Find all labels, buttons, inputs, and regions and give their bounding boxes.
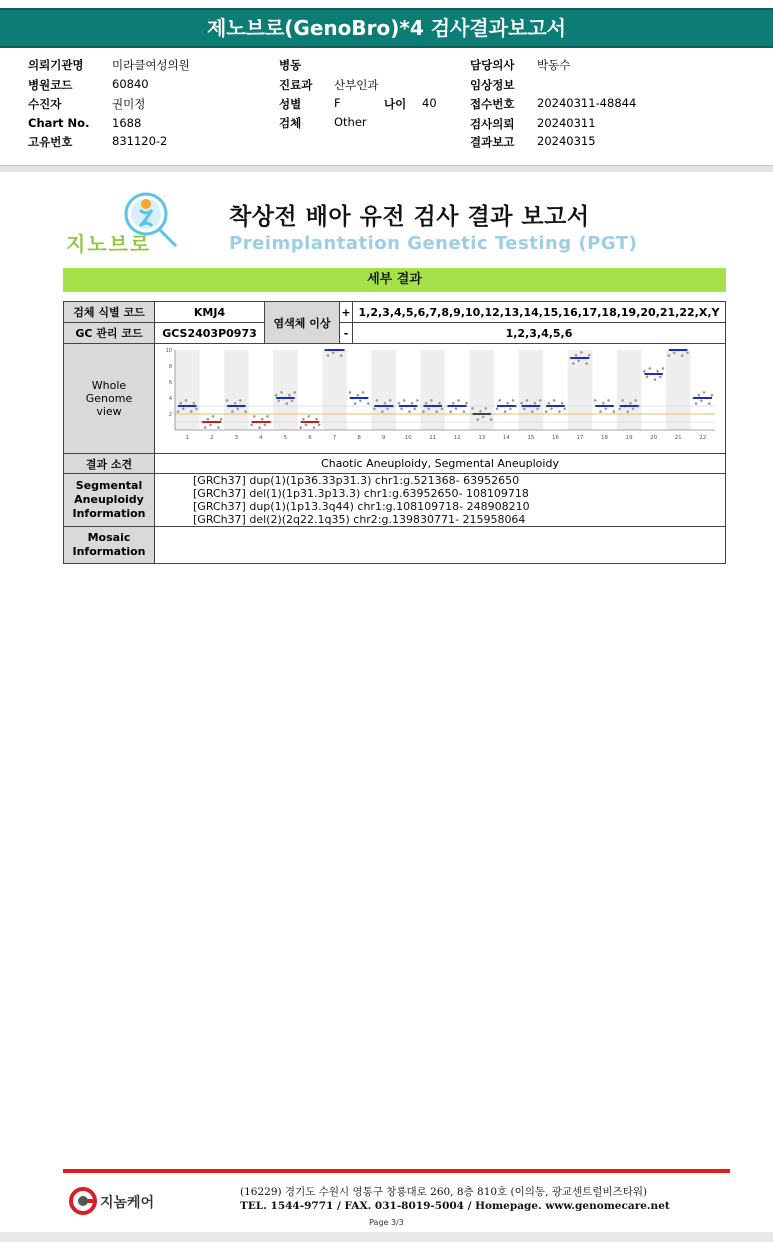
report-header-title: 제노브로(GenoBro)*4 검사결과보고서 [0, 8, 773, 48]
data-point [490, 418, 493, 421]
data-point [708, 402, 711, 405]
data-point [354, 402, 357, 405]
segmental-item: [GRCh37] dup(1)(1p36.33p31.3) chr1:g.521368- 63952650 [193, 474, 520, 487]
chromosome-label: 9 [381, 435, 386, 441]
chromosome-band [666, 350, 691, 430]
company-name: 지놈케어 [100, 1195, 155, 1211]
field-value: 40 [422, 96, 437, 110]
chromosome-band [568, 350, 593, 430]
data-point [327, 354, 330, 357]
field-label: 임상정보 [470, 78, 515, 92]
data-point [261, 418, 264, 421]
data-point [465, 402, 468, 405]
data-point [594, 399, 597, 402]
data-point [643, 370, 646, 373]
data-point [471, 407, 474, 410]
data-point [359, 400, 362, 403]
chromosome-label: 12 [453, 435, 461, 441]
chromosome-label: 17 [576, 435, 584, 441]
data-point [563, 408, 566, 411]
finding-label: 결과 소견 [64, 454, 155, 474]
genomecare-g-icon [68, 1186, 98, 1216]
y-tick-label: 4 [168, 396, 172, 402]
data-point [332, 352, 335, 355]
field-value: 20240315 [537, 134, 596, 148]
data-point [217, 426, 220, 429]
data-point [700, 400, 703, 403]
data-point [280, 391, 283, 394]
chromosome-label: 22 [699, 435, 707, 441]
chromosome-label: 16 [551, 435, 559, 441]
data-point [190, 410, 193, 413]
chromosome-band [470, 350, 495, 430]
data-point [572, 362, 575, 365]
chromosome-label: 2 [210, 435, 214, 441]
data-point [356, 394, 359, 397]
data-point [182, 408, 185, 411]
data-point [463, 410, 466, 413]
data-point [318, 424, 321, 427]
bottom-band [0, 1232, 773, 1242]
wgv-label [64, 344, 155, 454]
results-table [63, 301, 726, 564]
chromosome-band [519, 350, 544, 430]
report-subtitle: Preimplantation Genetic Testing (PGT) [229, 233, 638, 254]
gc-code-value: GCS2403P0973 [155, 323, 265, 344]
data-point [209, 424, 212, 427]
data-point [512, 399, 515, 402]
data-point [602, 402, 605, 405]
data-point [534, 402, 537, 405]
data-point [681, 354, 684, 357]
loss-chromosomes: 1,2,3,4,5,6 [353, 323, 726, 344]
field-value: 미라클여성의원 [112, 58, 190, 72]
field-label: 의뢰기관명 [28, 58, 84, 72]
data-point [307, 415, 310, 418]
data-point [457, 399, 460, 402]
segmental-label-line: Information [72, 507, 146, 520]
segmental-item: [GRCh37] del(2)(2q22.1q35) chr2:g.139830771- 215958064 [193, 513, 526, 526]
field-label: 병동 [279, 58, 302, 72]
data-point [207, 418, 210, 421]
data-point [523, 408, 526, 411]
chromosome-label: 11 [429, 435, 437, 441]
wgv-label-line: view [96, 405, 122, 418]
data-point [416, 399, 419, 402]
data-point [619, 408, 622, 411]
chromosome-band [617, 350, 642, 430]
data-point [438, 402, 441, 405]
genomecare-logo [68, 1186, 168, 1216]
field-label: 결과보고 [470, 135, 515, 149]
data-point [585, 362, 588, 365]
y-tick-label: 10 [165, 348, 172, 354]
chromosome-label: 4 [259, 435, 263, 441]
segmental-label-line: Aneuploidy [74, 493, 144, 506]
data-point [403, 399, 406, 402]
data-point [239, 399, 242, 402]
whole-genome-chart [155, 344, 725, 450]
data-point [278, 400, 281, 403]
data-point [231, 410, 234, 413]
data-point [179, 402, 182, 405]
chromosome-label: 6 [308, 435, 312, 441]
footer-address-block [240, 1185, 670, 1213]
gain-chromosomes: 1,2,3,4,5,6,7,8,9,10,12,13,14,15,16,17,18,19,20,21,22,X,Y [353, 302, 726, 323]
data-point [275, 394, 278, 397]
data-point [315, 418, 318, 421]
field-value: 산부인과 [334, 78, 379, 92]
data-point [253, 415, 256, 418]
chromosome-band [273, 350, 298, 430]
data-point [452, 402, 455, 405]
data-point [577, 360, 580, 363]
chromosome-band [224, 350, 249, 430]
field-value: 831120-2 [112, 134, 168, 148]
data-point [526, 399, 529, 402]
data-point [648, 367, 651, 370]
data-point [686, 352, 689, 355]
data-point [441, 408, 444, 411]
data-point [384, 402, 387, 405]
mosaic-label-line: Information [72, 545, 146, 558]
data-point [536, 408, 539, 411]
data-point [414, 408, 417, 411]
chromosome-band [420, 350, 445, 430]
field-value: 20240311-48844 [537, 96, 637, 110]
mosaic-label [64, 527, 155, 564]
data-point [302, 418, 305, 421]
data-point [195, 408, 198, 411]
chrom-abnormal-label: 염색체 이상 [265, 302, 340, 344]
data-point [398, 402, 401, 405]
data-point [599, 410, 602, 413]
chromosome-label: 20 [650, 435, 658, 441]
data-point [656, 370, 659, 373]
data-point [703, 391, 706, 394]
field-value: 1688 [112, 116, 142, 130]
data-point [580, 351, 583, 354]
data-point [250, 424, 253, 427]
chromosome-label: 13 [478, 435, 486, 441]
header-divider [0, 165, 773, 172]
data-point [313, 426, 316, 429]
specimen-code-value: KMJ4 [155, 302, 265, 323]
data-point [484, 407, 487, 410]
data-point [561, 402, 564, 405]
data-point [695, 402, 698, 405]
data-point [575, 354, 578, 357]
data-point [400, 408, 403, 411]
data-point [430, 399, 433, 402]
data-point [553, 399, 556, 402]
chromosome-label: 8 [357, 435, 361, 441]
chromosome-label: 10 [404, 435, 412, 441]
data-point [425, 402, 428, 405]
data-point [234, 402, 237, 405]
data-point [305, 424, 308, 427]
data-point [520, 402, 523, 405]
data-point [226, 399, 229, 402]
data-point [548, 402, 551, 405]
genome-chart-cell [155, 344, 726, 454]
section-title: 세부 결과 [63, 268, 726, 292]
data-point [386, 408, 389, 411]
field-value: 권미정 [112, 97, 146, 111]
data-point [422, 410, 425, 413]
chromosome-band [371, 350, 396, 430]
data-point [646, 376, 649, 379]
gc-code-label: GC 관리 코드 [64, 323, 155, 344]
field-label: 병원코드 [28, 78, 73, 92]
data-point [504, 410, 507, 413]
data-point [293, 391, 296, 394]
data-point [588, 354, 591, 357]
data-point [288, 394, 291, 397]
data-point [220, 418, 223, 421]
segmental-label-line: Segmental [75, 479, 143, 492]
header-info [0, 0, 773, 160]
chromosome-label: 1 [185, 435, 190, 441]
field-label: 담당의사 [470, 58, 515, 72]
data-point [236, 408, 239, 411]
data-point [212, 415, 215, 418]
data-point [496, 408, 499, 411]
data-point [349, 391, 352, 394]
footer-address: (16229) 경기도 수원시 영통구 창룡대로 260, 8층 810호 (이의동, 광교센트럴비즈타워) [240, 1186, 648, 1198]
segmental-item: [GRCh37] del(1)(1p31.3p13.3) chr1:g.63952650- 108109718 [193, 487, 529, 500]
finding-value: Chaotic Aneuploidy, Segmental Aneuploidy [155, 454, 726, 474]
field-label: 성별 [279, 97, 302, 111]
data-point [613, 410, 616, 413]
data-point [177, 410, 180, 413]
data-point [455, 408, 458, 411]
field-label: 수진자 [28, 97, 62, 111]
data-point [509, 408, 512, 411]
data-point [668, 354, 671, 357]
chromosome-label: 5 [283, 435, 288, 441]
chromosome-label: 19 [625, 435, 633, 441]
data-point [258, 426, 261, 429]
data-point [626, 410, 629, 413]
field-label: Chart No. [28, 116, 90, 130]
data-point [479, 410, 482, 413]
chromosome-label: 14 [502, 435, 510, 441]
data-point [659, 376, 662, 379]
data-point [449, 410, 452, 413]
data-point [408, 410, 411, 413]
field-value: 20240311 [537, 116, 596, 130]
data-point [629, 402, 632, 405]
loss-sign: - [340, 323, 353, 344]
data-point [632, 408, 635, 411]
wgv-label-line: Whole [91, 379, 127, 392]
data-point [711, 394, 714, 397]
data-point [373, 408, 376, 411]
data-point [545, 410, 548, 413]
report-title: 착상전 배아 유전 검사 결과 보고서 [229, 204, 590, 230]
footer-contact: TEL. 1544-9771 / FAX. 031-8019-5004 / Homepage. www.genomecare.net [240, 1200, 670, 1212]
data-point [498, 399, 501, 402]
data-point [244, 410, 247, 413]
page-number: Page 3/3 [369, 1218, 404, 1227]
field-value: 60840 [112, 77, 149, 91]
data-point [654, 378, 657, 381]
data-point [662, 367, 665, 370]
data-point [340, 354, 343, 357]
y-tick-label: 2 [168, 412, 172, 418]
data-point [605, 408, 608, 411]
data-point [634, 399, 637, 402]
mosaic-value [155, 527, 726, 564]
data-point [376, 399, 379, 402]
y-tick-label: 6 [168, 380, 172, 386]
data-point [291, 400, 294, 403]
data-point [539, 399, 542, 402]
data-point [482, 416, 485, 419]
data-point [389, 399, 392, 402]
chromosome-band [175, 350, 200, 430]
data-point [506, 402, 509, 405]
wgv-label-line: Genome [85, 392, 133, 405]
segmental-info [155, 474, 726, 527]
genobro-logo [66, 190, 186, 256]
data-point [427, 408, 430, 411]
data-point [264, 424, 267, 427]
field-value: Other [334, 115, 367, 129]
data-point [411, 402, 414, 405]
data-point [607, 399, 610, 402]
mosaic-label-line: Mosaic [87, 531, 131, 544]
data-point [185, 399, 188, 402]
chromosome-band [322, 350, 347, 430]
footer-rule [63, 1169, 730, 1173]
segmental-item: [GRCh37] dup(1)(1p13.3q44) chr1:g.108109718- 248908210 [193, 500, 530, 513]
field-label: 검체 [279, 116, 302, 130]
data-point [673, 352, 676, 355]
field-label: 나이 [384, 97, 407, 111]
data-point [367, 402, 370, 405]
data-point [477, 418, 480, 421]
data-point [697, 394, 700, 397]
chromosome-label: 7 [332, 435, 337, 441]
y-tick-label: 8 [168, 364, 172, 370]
data-point [381, 410, 384, 413]
logo-text: 지노브로 [66, 232, 152, 256]
chromosome-label: 21 [674, 435, 682, 441]
field-value: F [334, 96, 341, 110]
field-label: 고유번호 [28, 135, 73, 149]
data-point [435, 410, 438, 413]
data-point [204, 426, 207, 429]
field-label: 진료과 [279, 78, 313, 92]
gain-sign: + [340, 302, 353, 323]
data-point [266, 415, 269, 418]
data-point [299, 426, 302, 429]
field-label: 접수번호 [470, 97, 515, 111]
specimen-code-label: 검체 식별 코드 [64, 302, 155, 323]
data-point [362, 391, 365, 394]
data-point [531, 410, 534, 413]
segmental-label [64, 474, 155, 527]
data-point [285, 402, 288, 405]
data-point [558, 410, 561, 413]
data-point [193, 402, 196, 405]
chromosome-label: 15 [527, 435, 535, 441]
data-point [550, 408, 553, 411]
data-point [621, 399, 624, 402]
chromosome-label: 3 [234, 435, 239, 441]
chromosome-label: 18 [601, 435, 609, 441]
field-label: 검사의뢰 [470, 117, 515, 131]
field-value: 박동수 [537, 58, 571, 72]
